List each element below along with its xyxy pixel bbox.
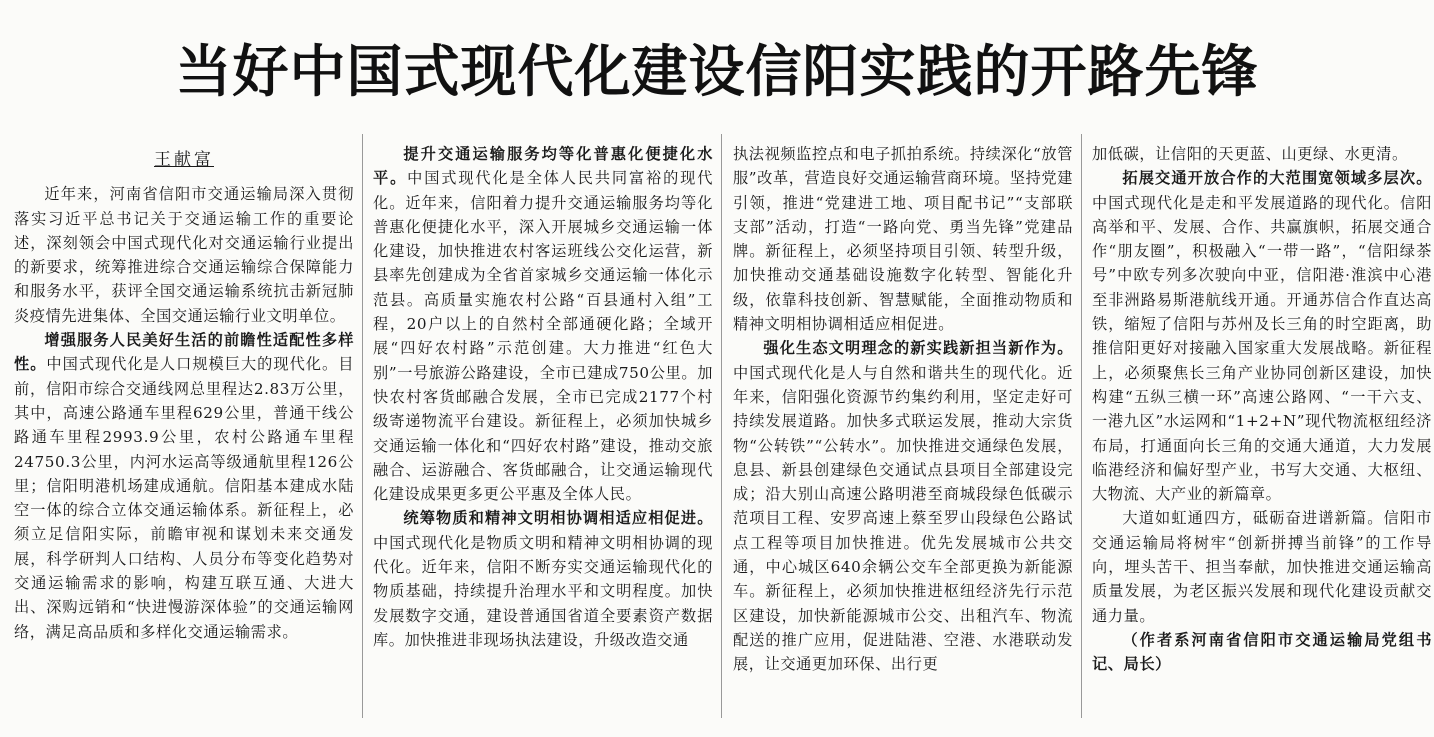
paragraph-section-3 bbox=[373, 506, 713, 652]
article-headline: 当好中国式现代化建设信阳实践的开路先锋 bbox=[175, 40, 1259, 105]
author-byline: 王献富 bbox=[154, 150, 214, 170]
section-heading: 提升交通运输服务均等化普惠化便捷化水平。 bbox=[373, 145, 713, 188]
paragraph-continued: 加低碳，让信阳的天更蓝、山更绿、水更清。 bbox=[1092, 145, 1408, 163]
paragraph-text: 中国式现代化是全体人民共同富裕的现代化。近年来，信阳着力提升交通运输服务均等化普惠化便捷化水平，深入开展城乡交通运输一体化建设，加快推进农村客运班线公交化运营，新县率先创建成为全省首家城乡交通运输一体化示范县。高质量实施农村公路“百县通村入组”工程，20户以上的自然村全部通硬化路；全域开展“四好农村路”示范创建。大力推进“红色大别”一号旅游公路建设，全市已建成750公里。加快农村客货邮融合发展，全市已完成2177个村级寄递物流平台建设。新征程上，必须加快城乡交通运输一体化和“四好农村路”建设，推动交旅融合、运游融合、客货邮融合，让交通运输现代化建设成果更多更公平惠及全体人民。 bbox=[373, 169, 713, 504]
section-heading: 增强服务人民美好生活的前瞻性适配性多样性。 bbox=[14, 331, 354, 374]
paragraph-continued: 执法视频监控点和电子抓拍系统。持续深化“放管服”改革，营造良好交通运输营商环境。坚持党建引领，推进“党建进工地、项目配书记”“支部联支部”活动，打造“一路向党、勇当先锋”党建品牌。新征程上，必须坚持项目引领、转型升级，加快推动交通基础设施数字化转型、智能化升级，依靠科技创新、智慧赋能，全面推动物质和精神文明相协调相适应相促进。 bbox=[733, 145, 1073, 334]
paragraph-section-5 bbox=[1092, 166, 1432, 506]
paragraph-text: 中国式现代化是走和平发展道路的现代化。信阳高举和平、发展、合作、共赢旗帜，拓展交通合作“朋友圈”，积极融入“一带一路”，“信阳绿茶号”中欧专列多次驶向中亚，信阳港·淮滨中心港至非洲路易斯港航线开通。开通苏信合作直达高铁，缩短了信阳与苏州及长三角的时空距离，助推信阳更好对接融入国家重大发展战略。新征程上，必须聚焦长三角产业协同创新区建设，加快构建“五纵三横一环”高速公路网、“一干六支、一港九区”水运网和“1+2+N”现代物流枢纽经济布局，打通面向长三角的交通大通道，大力发展临港经济和偏好型产业，书写大交通、大枢纽、大物流、大产业的新篇章。 bbox=[1092, 193, 1432, 504]
paragraph-closing: 大道如虹通四方，砥砺奋进谱新篇。信阳市交通运输局将树牢“创新拼搏当前锋”的工作导向，埋头苦干、担当奉献，加快推进交通运输高质量发展，为老区振兴发展和现代化建设贡献交通力量。 bbox=[1092, 509, 1432, 625]
paragraph-text: 中国式现代化是人口规模巨大的现代化。目前，信阳市综合交通线网总里程达2.83万公里，其中，高速公路通车里程629公里，普通干线公路通车里程2993.9公里，农村公路通车里程24750.3公里，内河水运高等级通航里程126公里；信阳明港机场建成通航。信阳基本建成水陆空一体的综合立体交通运输体系。新征程上，必须立足信阳实际，前瞻审视和谋划未来交通发展，科学研判人口结构、人员分布等变化趋势对交通运输需求的影响，构建互联互通、大进大出、深购远销和“快进慢游深体验”的交通运输网络，满足高品质和多样化交通运输需求。 bbox=[14, 355, 354, 641]
section-heading: 统筹物质和精神文明相协调相适应相促进。 bbox=[403, 509, 713, 528]
paragraph-section-1 bbox=[14, 328, 354, 644]
paragraph-section-4 bbox=[733, 336, 1073, 676]
paragraph-text: 中国式现代化是物质文明和精神文明相协调的现代化。近年来，信阳不断夯实交通运输现代化的物质基础，持续提升治理水平和文明程度。加快发展数字交通，建设普通国省道全要素资产数据库。加快推进非现场执法建设，升级改造交通 bbox=[373, 533, 713, 649]
article-column-2 bbox=[373, 142, 713, 722]
paragraph-section-2 bbox=[373, 142, 713, 506]
column-divider bbox=[1081, 134, 1082, 718]
article-column-1 bbox=[14, 142, 354, 722]
article-column-3 bbox=[733, 142, 1073, 722]
section-heading: 拓展交通开放合作的大范围宽领域多层次。 bbox=[1122, 169, 1432, 188]
author-note: （作者系河南省信阳市交通运输局党组书记、局长） bbox=[1092, 630, 1432, 674]
column-divider bbox=[362, 134, 363, 718]
paragraph-intro: 近年来，河南省信阳市交通运输局深入贯彻落实习近平总书记关于交通运输工作的重要论述，深刻领会中国式现代化对交通运输行业提出的新要求，统筹推进综合交通运输综合保障能力和服务水平，获评全国交通运输系统抗击新冠肺炎疫情先进集体、全国交通运输行业文明单位。 bbox=[14, 185, 354, 325]
article-column-4 bbox=[1092, 142, 1432, 722]
column-divider bbox=[721, 134, 722, 718]
paragraph-text: 中国式现代化是人与自然和谐共生的现代化。近年来，信阳强化资源节约集约利用，坚定走好可持续发展道路。加快多式联运发展，推动大宗货物“公转铁”“公转水”。加快推进交通绿色发展，息县、新县创建绿色交通试点县项目全部建设完成；沿大别山高速公路明港至商城段绿色低碳示范项目工程、安罗高速上蔡至罗山段绿色公路试点工程等项目加快推进。优先发展城市公共交通，中心城区640余辆公交车全部更换为新能源车。新征程上，必须加快推进枢纽经济先行示范区建设，加快新能源城市公交、出租汽车、物流配送的推广应用，促进陆港、空港、水港联动发展，让交通更加环保、出行更 bbox=[733, 363, 1073, 674]
section-heading: 强化生态文明理念的新实践新担当新作为。 bbox=[763, 339, 1073, 358]
